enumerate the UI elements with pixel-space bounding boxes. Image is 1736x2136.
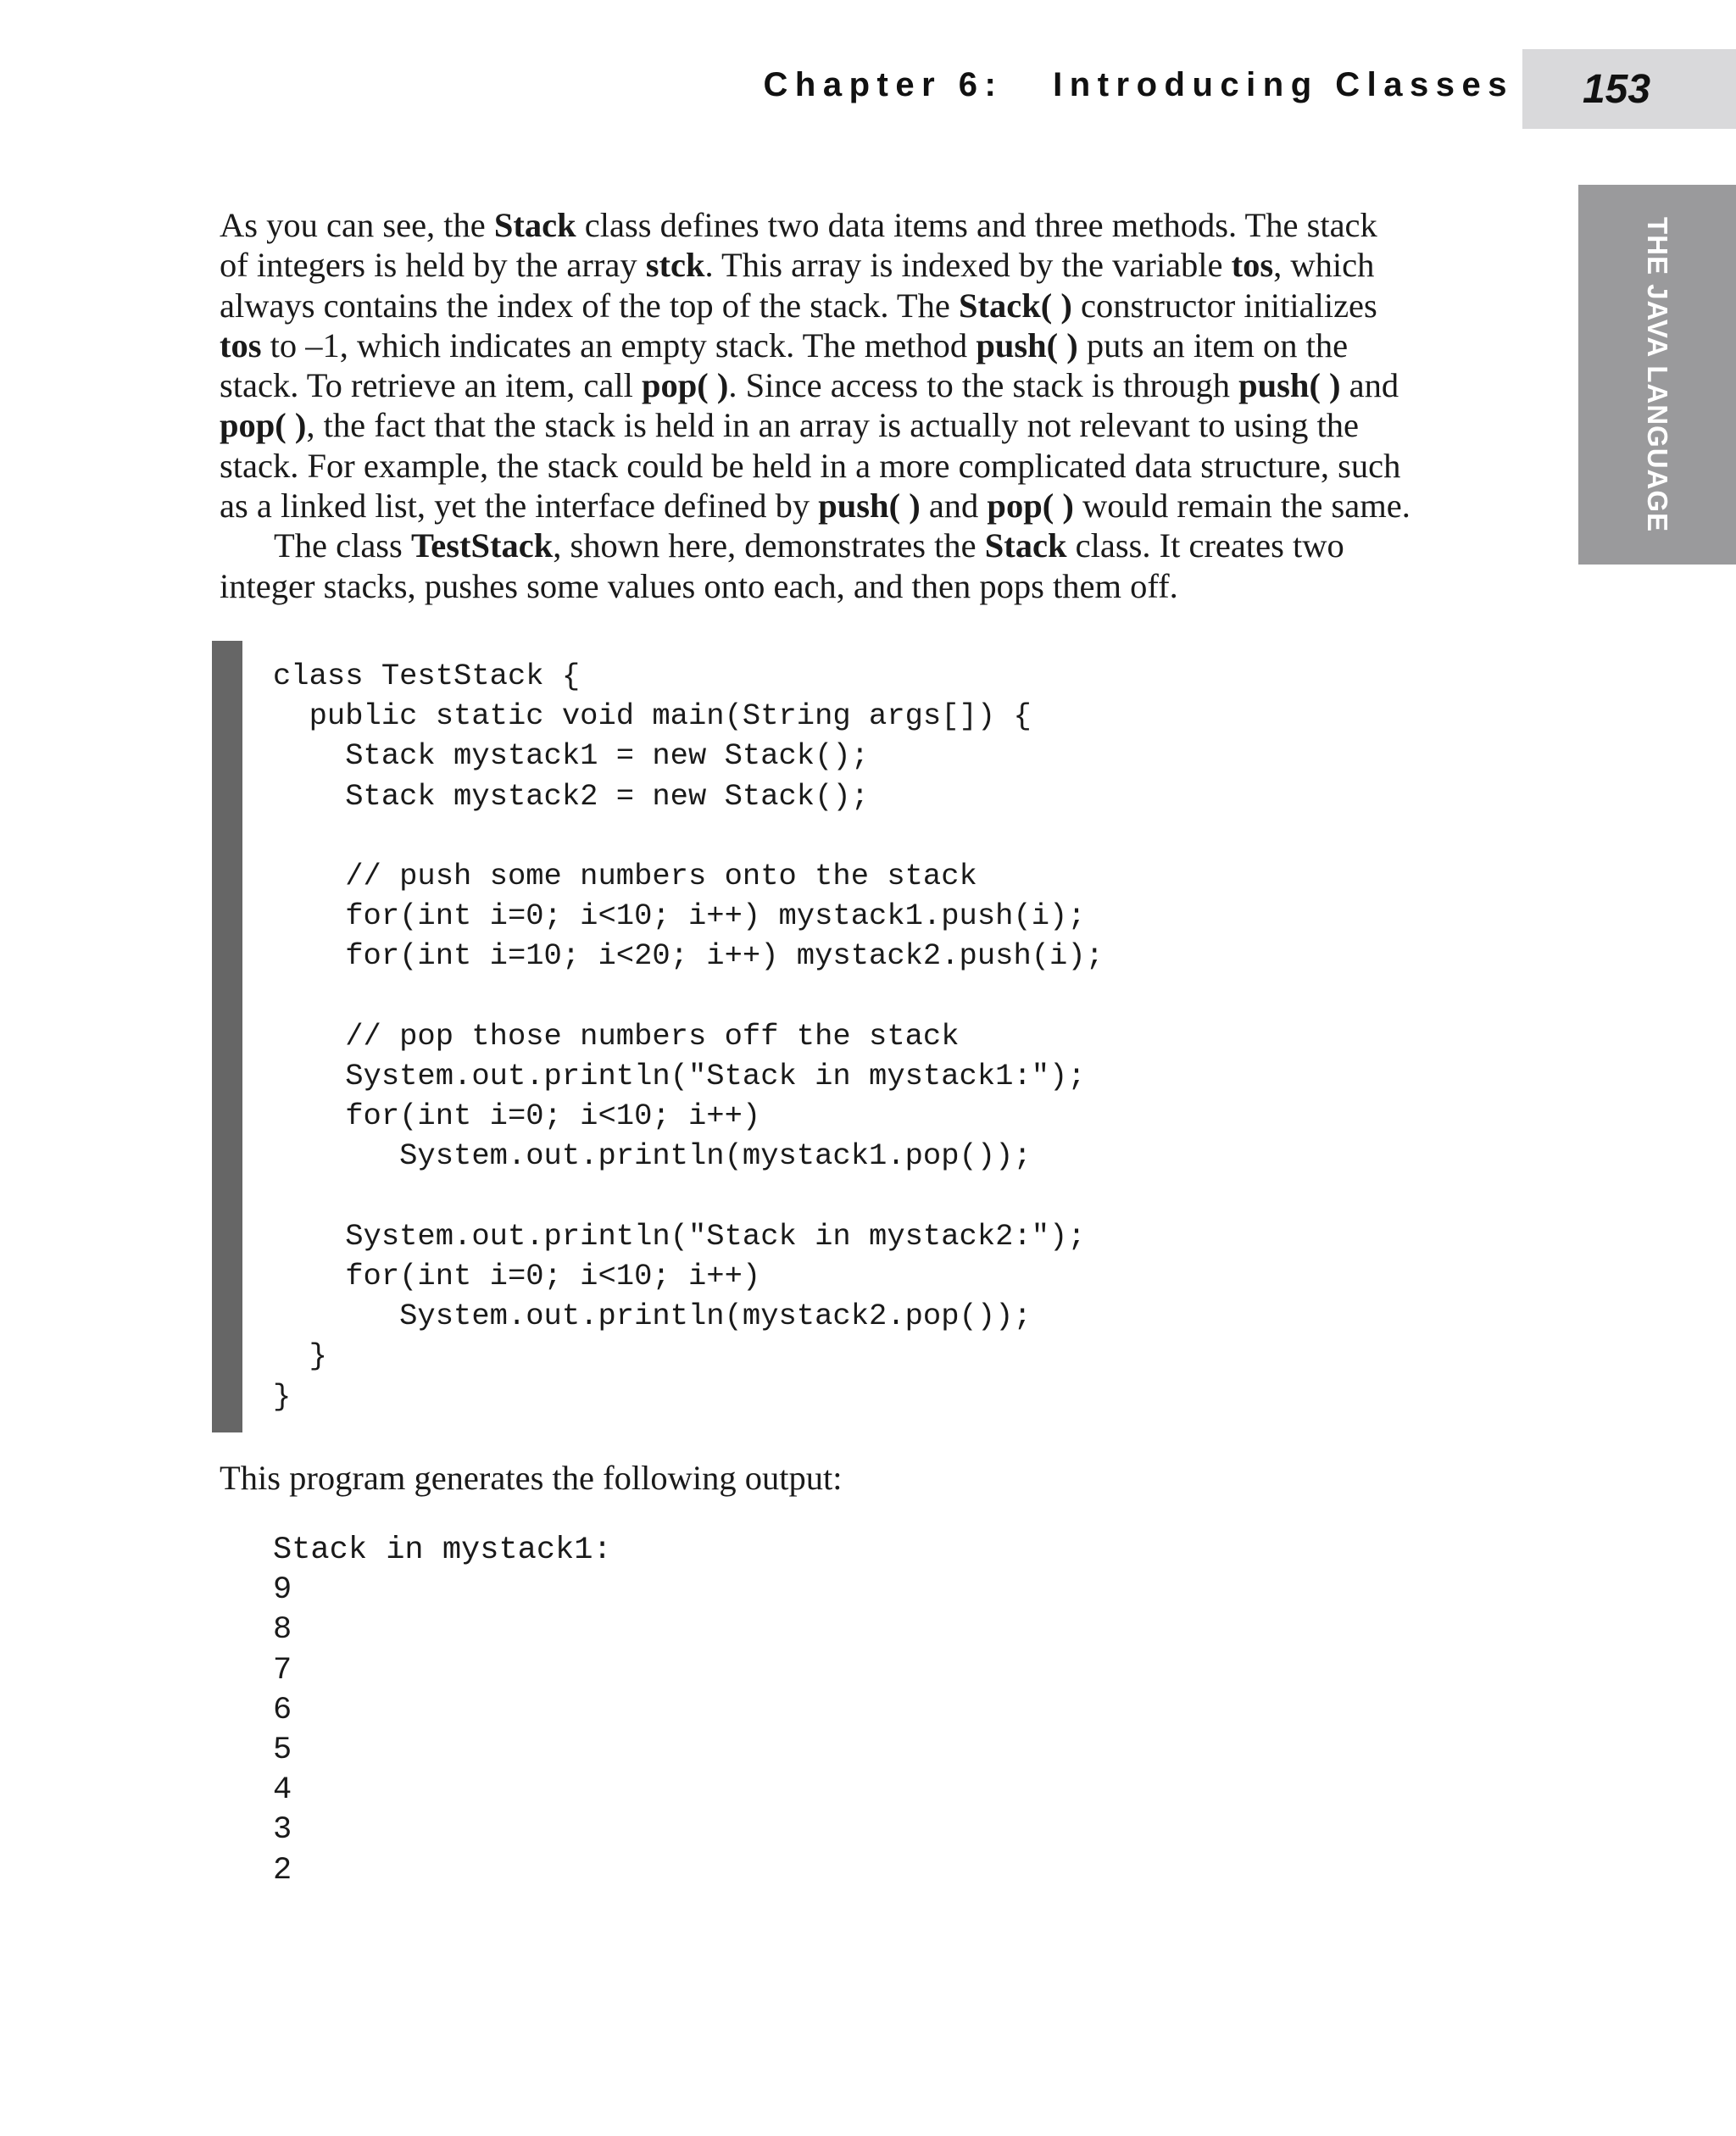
bold-term: push( ) bbox=[818, 487, 921, 526]
code-block-bar bbox=[212, 641, 242, 1432]
text-run: stack. For example, the stack could be held in a more complicated data structure, such bbox=[220, 446, 1401, 485]
page-number: 153 bbox=[1582, 66, 1651, 112]
body-text-line bbox=[220, 566, 1542, 606]
bold-term: Stack( ) bbox=[959, 286, 1072, 325]
bold-term: push( ) bbox=[1238, 366, 1341, 405]
text-run: to –1, which indicates an empty stack. The method bbox=[261, 325, 976, 364]
body-text-line bbox=[220, 405, 1542, 445]
text-run: integer stacks, pushes some values onto each, and then pops them off. bbox=[220, 566, 1178, 605]
body-text-line bbox=[220, 286, 1542, 325]
text-run: , which bbox=[1273, 246, 1375, 285]
text-run: . Since access to the stack is through bbox=[728, 366, 1239, 405]
page-number-box bbox=[1522, 49, 1736, 129]
text-run: The class bbox=[274, 526, 411, 565]
body-text-line bbox=[220, 446, 1542, 486]
body-text-line bbox=[220, 365, 1542, 405]
body-text-line bbox=[220, 325, 1542, 365]
bold-term: pop( ) bbox=[220, 406, 307, 445]
bold-term: stck bbox=[645, 246, 705, 285]
text-run: and bbox=[920, 487, 988, 526]
text-run: constructor initializes bbox=[1071, 286, 1377, 325]
text-run: and bbox=[1340, 366, 1399, 405]
side-tab-label: THE JAVA LANGUAGE bbox=[1642, 216, 1673, 533]
text-run: puts an item on the bbox=[1077, 325, 1349, 364]
text-run: class defines two data items and three methods. The stack bbox=[576, 206, 1377, 244]
bold-term: tos bbox=[1231, 246, 1274, 285]
text-run: , shown here, demonstrates the bbox=[553, 526, 985, 565]
bold-term: pop( ) bbox=[987, 487, 1074, 526]
text-run: would remain the same. bbox=[1073, 487, 1410, 526]
text-run: As you can see, the bbox=[220, 206, 494, 244]
text-run: , the fact that the stack is held in an array is actually not relevant to using the bbox=[306, 406, 1360, 445]
body-text-line bbox=[220, 205, 1542, 245]
body-text-line bbox=[220, 526, 1542, 565]
text-run: always contains the index of the top of the stack. The bbox=[220, 286, 960, 325]
body-text-line bbox=[220, 486, 1542, 526]
bold-term: tos bbox=[220, 325, 262, 364]
chapter-title: Chapter 6: Introducing Classes bbox=[763, 66, 1514, 103]
code-listing: class TestStack { public static void main(String args[]) { Stack mystack1 = new Stack(); Stack mystack2 = new Stack(); // push some numbers onto the stack for(int i=0; i<10; i++) mystack1.push(i); for(int i=10; i<20; i++) mystack2.push(i); // pop those numbers off the stack System.out.println("Stack in mystack1:"); for(int i=0; i<10; i++) System.out.println(mystack1.pop()); System.out.println("Stack in mystack2:"); for(int i=0; i<10; i++) System.out.println(mystack2.pop()); } } bbox=[273, 659, 1104, 1414]
output-listing: Stack in mystack1: 9 8 7 6 5 4 3 2 bbox=[273, 1532, 612, 1888]
bold-term: Stack bbox=[493, 206, 576, 244]
bold-term: pop( ) bbox=[641, 366, 729, 405]
bold-term: TestStack bbox=[410, 526, 554, 565]
text-run: class. It creates two bbox=[1066, 526, 1344, 565]
bold-term: Stack bbox=[984, 526, 1067, 565]
body-text-line bbox=[220, 245, 1542, 285]
text-run: stack. To retrieve an item, call bbox=[220, 366, 642, 405]
text-run: of integers is held by the array bbox=[220, 246, 646, 285]
bold-term: push( ) bbox=[976, 325, 1078, 364]
section-side-tab bbox=[1578, 185, 1736, 565]
text-run: . This array is indexed by the variable bbox=[704, 246, 1232, 285]
text-run: as a linked list, yet the interface defined by bbox=[220, 487, 819, 526]
output-intro: This program generates the following output: bbox=[220, 1459, 843, 1497]
body-text bbox=[220, 205, 1542, 606]
